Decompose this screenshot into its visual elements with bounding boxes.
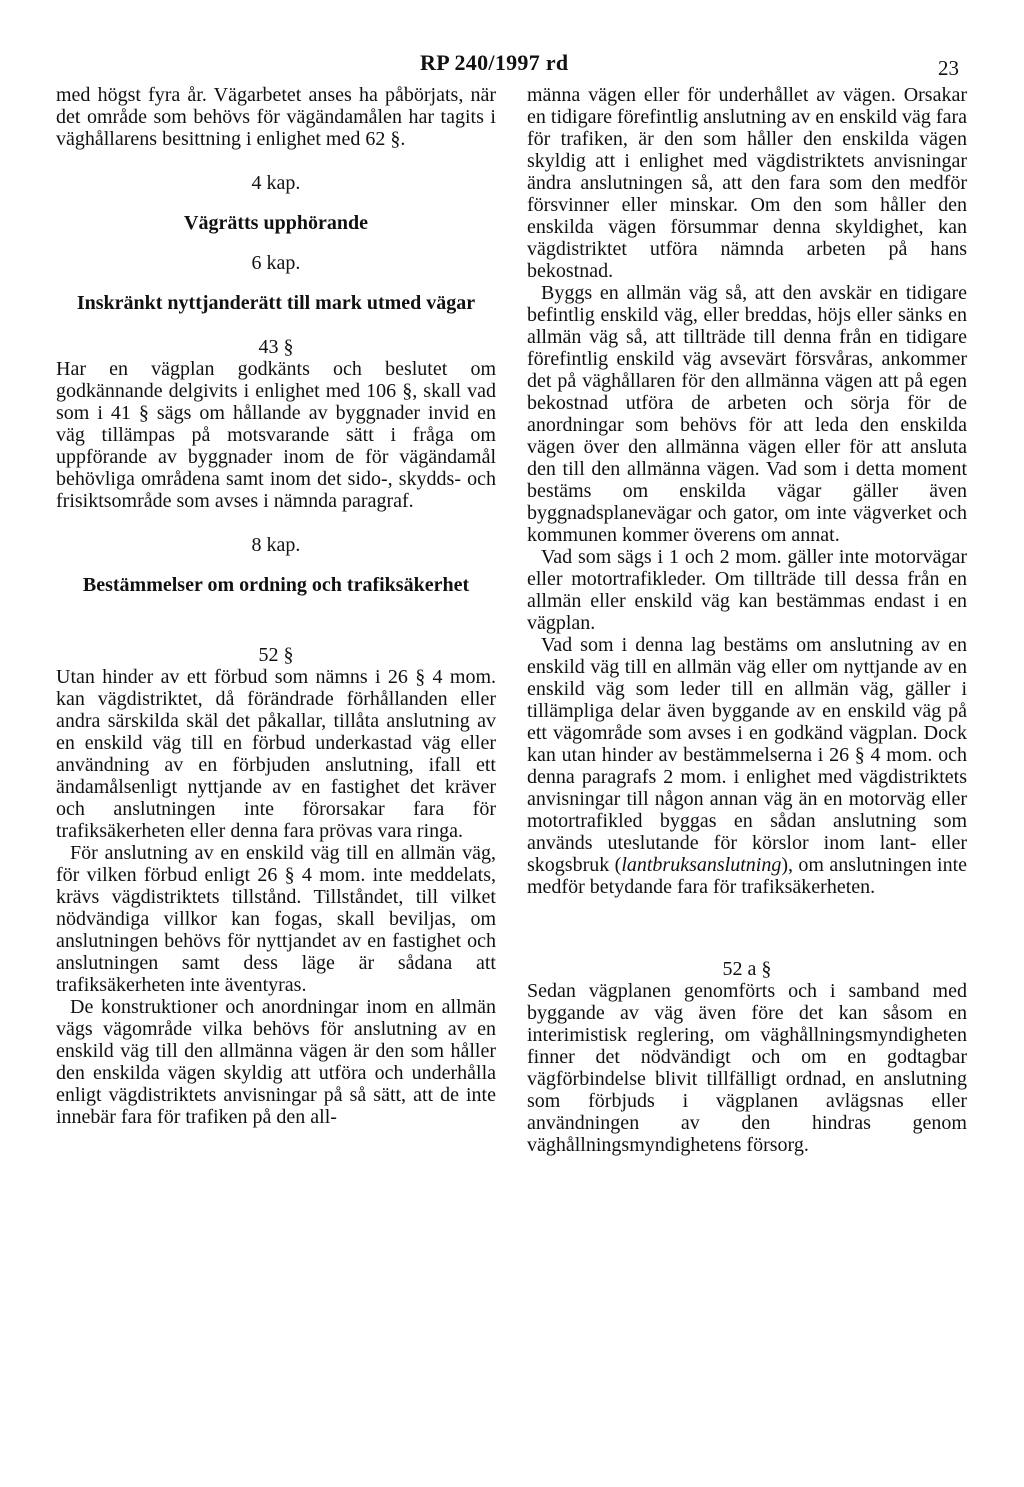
paragraph-vad-som-sags: Vad som sägs i 1 och 2 mom. gäller inte motorvägar eller motortrafikleder. Om tillträde till dessa från en allmän eller enskild väg kan bestämmas endast i en vägplan. <box>527 546 967 634</box>
page-number: 23 <box>938 56 959 80</box>
heading-bestammelser: Bestämmelser om ordning och trafiksäkerhet <box>82 574 470 596</box>
left-column <box>56 84 496 1128</box>
term-lantbruksanslutning: lantbruksanslutning <box>621 854 782 876</box>
right-column <box>527 84 967 1156</box>
section-43-label: 43 § <box>258 336 294 358</box>
paragraph-52a: Sedan vägplanen genomförts och i samband med byggande av väg även före det kan såsom en interimistisk reglering, om väghållningsmyndigheten finner det nödvändigt och om en godtagbar vägförbindelse blivit tillfälligt ordnad, en anslutning som förbjuds i vägplanen avlägsnas eller användningen av den hindras genom väghållningsmyndighetens försorg. <box>527 980 967 1156</box>
section-52a-label: 52 a § <box>722 958 772 980</box>
paragraph-43: Har en vägplan godkänts och beslutet om godkännande delgivits i enlighet med 106 §, skall vad som i 41 § sägs om hållande av byggnader invid en väg tillämpas på motsvarande sätt i fråga om uppförande av byggnader inom de för vägändamål behövliga områdena samt inom det sido-, skydds- och frisiktsområde som avses i nämnda paragraf. <box>56 358 496 512</box>
paragraph-vad-text-a: Vad som i denna lag bestäms om anslutning av en enskild väg till en allmän väg eller om nyttjande av en enskild väg som leder till en allmän väg, gäller i tillämpliga delar även byggande av en enskild väg på ett vägområde som avses i en godkänd vägplan. Dock kan utan hinder av bestämmelserna i 26 § 4 mom. och denna paragrafs 2 mom. i enlighet med vägdistriktets anvisningar till någon annan väg än en motorväg eller motortrafikled byggas en sådan anslutning som används uteslutande för körslor inom lant- eller skogsbruk ( <box>527 634 967 876</box>
paragraph-vad-text-b: ), om anslutningen inte medför betydande fara för trafiksäkerheten. <box>527 854 967 898</box>
paragraph-continued: männa vägen eller för underhållet av vägen. Orsakar en tidigare förefintlig anslutning av en enskild väg fara för trafiken, är den som håller den enskilda vägen skyldig att i enlighet med vägdistriktets anvisningar ändra anslutningen så, att den fara som den medför försvinner eller minskar. Om den som håller den enskilda vägen försummar denna skyldighet, kan vägdistriktet utföra nämnda arbeten på hans bekostnad. <box>527 84 967 282</box>
paragraph-52-1: Utan hinder av ett förbud som nämns i 26 § 4 mom. kan vägdistriktet, då förändrade förhållanden eller andra särskilda skäl det påkallar, tillåta anslutning av en enskild väg till en förbud underkastad väg eller användning av en förbjuden anslutning, ifall ett ändamålsenligt nyttjande av en fastighet det kräver och anslutningen inte förorsakar fara för trafiksäkerheten eller denna fara prövas vara ringa. <box>56 666 496 842</box>
section-52-label: 52 § <box>258 644 294 666</box>
paragraph-intro: med högst fyra år. Vägarbetet anses ha påbörjats, när det område som behövs för vägändamålen har tagits i väghållarens besittning i enlighet med 62 §. <box>56 84 496 150</box>
heading-vagratts-upphorande: Vägrätts upphörande <box>184 212 368 234</box>
chapter-8-label: 8 kap. <box>251 534 301 556</box>
paragraph-vad-som-i-denna-lag <box>527 634 967 898</box>
chapter-4-label: 4 kap. <box>251 172 301 194</box>
page-header <box>0 44 1024 84</box>
paragraph-52-2: För anslutning av en enskild väg till en allmän väg, för vilken förbud enligt 26 § 4 mom. inte meddelats, krävs vägdistriktets tillstånd. Tillståndet, till vilket nödvändiga villkor kan fogas, skall beviljas, om anslutningen behövs för nyttjandet av en fastighet och anslutningen samt dess läge är sådana att trafiksäkerheten inte äventyras. <box>56 842 496 996</box>
paragraph-52-3: De konstruktioner och anordningar inom en allmän vägs vägområde vilka behövs för anslutning av en enskild väg till den allmänna vägen är den som håller den enskilda vägen skyldig att utföra och underhålla enligt vägdistriktets anvisningar på så sätt, att de inte innebär fara för trafiken på den all- <box>56 996 496 1128</box>
paragraph-byggs: Byggs en allmän väg så, att den avskär en tidigare befintlig enskild väg, eller breddas, höjs eller sänks en allmän väg så, att tillträde till denna från en tidigare förefintlig enskild väg avsevärt försvåras, ankommer det på väghållaren för den allmänna vägen att på egen bekostnad utföra de arbeten och sörja för de anordningar som behövs för att leda den enskilda vägen över den allmänna vägen eller för att ansluta den till den allmänna vägen. Vad som i detta moment bestäms om enskilda vägar gäller även byggnadsplanevägar och gator, om inte vägverket och kommunen kommer överens om annat. <box>527 282 967 546</box>
heading-inskrankt-nyttjanderatt: Inskränkt nyttjanderätt till mark utmed vägar <box>76 292 476 314</box>
chapter-6-label: 6 kap. <box>251 252 301 274</box>
document-id: RP 240/1997 rd <box>420 50 569 75</box>
